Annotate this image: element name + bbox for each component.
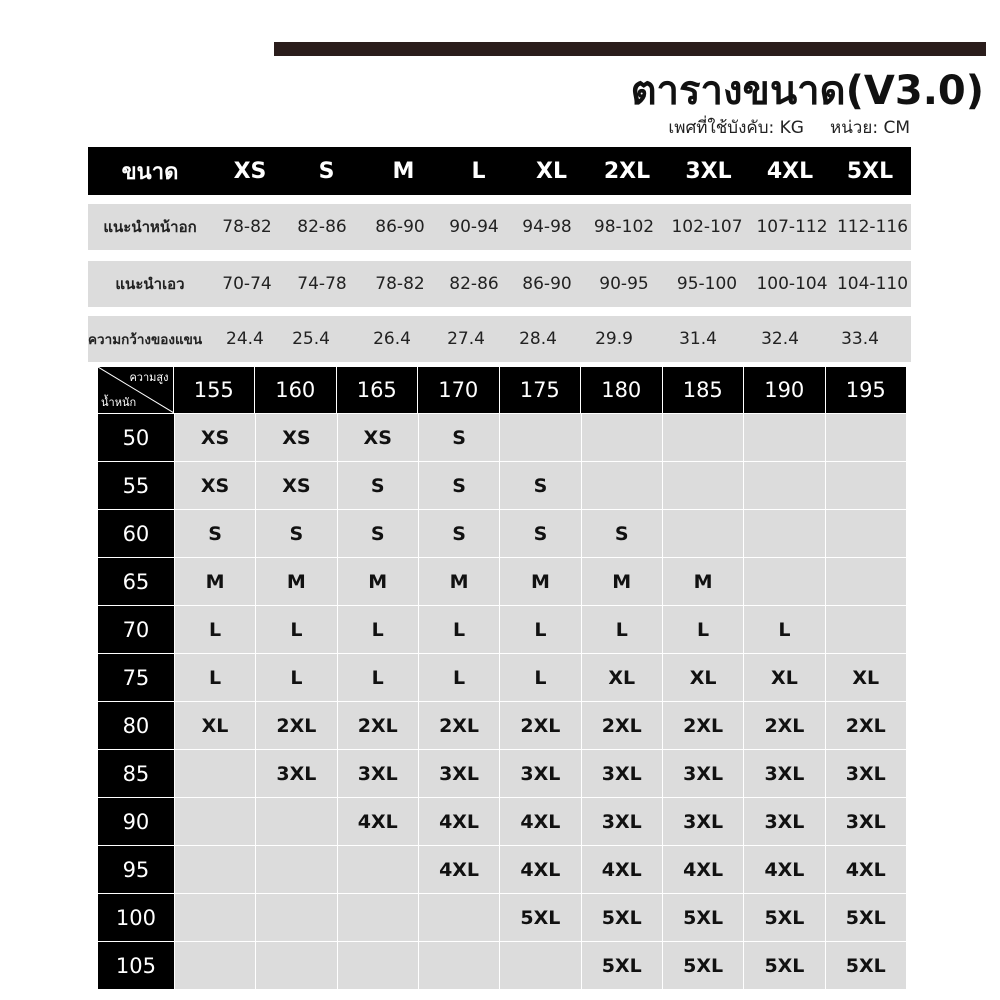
- size-cell: [662, 509, 743, 557]
- grid-row: [98, 653, 906, 701]
- size-cell: 5XL: [743, 941, 824, 989]
- grid-row: [98, 941, 906, 989]
- size-cell: XL: [825, 653, 906, 701]
- corner-height-label: ความสูง: [129, 371, 169, 384]
- subtitle: [668, 114, 910, 141]
- size-cell: 5XL: [662, 941, 743, 989]
- size-cell: [743, 557, 824, 605]
- size-cell: [174, 749, 255, 797]
- size-cell: XL: [662, 653, 743, 701]
- decorative-top-bar: [274, 42, 986, 56]
- size-cell: 3XL: [255, 749, 336, 797]
- grid-header-row: [98, 367, 906, 413]
- waist-row: [88, 261, 911, 307]
- size-cell: XL: [174, 701, 255, 749]
- weight-cell: 95: [98, 845, 174, 893]
- sleeve-value: 28.4: [519, 329, 557, 349]
- weight-cell: 90: [98, 797, 174, 845]
- height-header-cell: 170: [417, 367, 499, 413]
- height-header-cell: 190: [743, 367, 825, 413]
- chest-value: 102-107: [671, 217, 743, 237]
- size-cell: [255, 893, 336, 941]
- size-cell: 3XL: [499, 749, 580, 797]
- height-header-cells: [173, 367, 907, 413]
- grid-row: [98, 605, 906, 653]
- size-cell: L: [418, 653, 499, 701]
- size-cell: [743, 461, 824, 509]
- size-cell: [581, 461, 662, 509]
- grid-row: [98, 797, 906, 845]
- waist-label: แนะนำเอว: [115, 275, 185, 293]
- size-cell: [825, 461, 906, 509]
- size-cell: 4XL: [499, 797, 580, 845]
- size-cell: 3XL: [662, 749, 743, 797]
- size-cell: S: [418, 461, 499, 509]
- size-cell: 5XL: [743, 893, 824, 941]
- waist-value: 100-104: [756, 274, 828, 294]
- size-header-row: [88, 147, 911, 195]
- height-weight-grid: [98, 367, 906, 989]
- size-cell: [418, 893, 499, 941]
- size-cell: [174, 941, 255, 989]
- height-header-cell: 175: [499, 367, 581, 413]
- waist-value: 74-78: [297, 274, 347, 294]
- size-cell: 3XL: [581, 797, 662, 845]
- size-cell: M: [418, 557, 499, 605]
- size-cell: [418, 941, 499, 989]
- grid-row: [98, 893, 906, 941]
- chest-value: 98-102: [593, 217, 655, 237]
- waist-value: 90-95: [599, 274, 649, 294]
- size-cell: 4XL: [662, 845, 743, 893]
- grid-row: [98, 701, 906, 749]
- sleeve-row: [88, 316, 911, 362]
- size-header-cell: S: [318, 158, 335, 184]
- size-cell: XS: [255, 461, 336, 509]
- size-cell: 4XL: [499, 845, 580, 893]
- size-cell: S: [499, 461, 580, 509]
- size-cell: 3XL: [743, 749, 824, 797]
- sleeve-value: 29.9: [595, 329, 633, 349]
- height-header-cell: 160: [254, 367, 336, 413]
- weight-cell: 85: [98, 749, 174, 797]
- weight-cell: 100: [98, 893, 174, 941]
- grid-row: [98, 413, 906, 461]
- size-cell: 3XL: [418, 749, 499, 797]
- weight-cell: 70: [98, 605, 174, 653]
- page-title: ตารางขนาด(V3.0): [630, 68, 984, 114]
- chest-value: 78-82: [222, 217, 272, 237]
- chest-value: 94-98: [522, 217, 572, 237]
- size-cell: 2XL: [337, 701, 418, 749]
- size-cell: 3XL: [662, 797, 743, 845]
- sleeve-label: ความกว้างของแขน: [88, 332, 203, 348]
- size-cell: S: [418, 413, 499, 461]
- size-cell: 4XL: [581, 845, 662, 893]
- grid-row: [98, 749, 906, 797]
- size-cell: [174, 845, 255, 893]
- size-cell: 2XL: [825, 701, 906, 749]
- chest-label: แนะนำหน้าอก: [103, 218, 197, 236]
- size-cell: M: [337, 557, 418, 605]
- size-header-cell: XS: [233, 158, 267, 184]
- size-cell: [499, 413, 580, 461]
- size-cell: M: [662, 557, 743, 605]
- weight-cell: 80: [98, 701, 174, 749]
- size-cell: M: [581, 557, 662, 605]
- size-cell: [825, 605, 906, 653]
- size-cell: 5XL: [825, 893, 906, 941]
- sleeve-value: 31.4: [679, 329, 717, 349]
- chest-value: 112-116: [836, 217, 909, 237]
- gender-label: เพศที่ใช้บังคับ: KG: [668, 118, 804, 138]
- sleeve-value: 25.4: [292, 329, 330, 349]
- size-header-cell: 4XL: [766, 158, 814, 184]
- size-cell: 5XL: [581, 893, 662, 941]
- height-header-cell: 195: [825, 367, 907, 413]
- size-cell: S: [581, 509, 662, 557]
- size-cell: 2XL: [581, 701, 662, 749]
- grid-row: [98, 509, 906, 557]
- size-cell: 3XL: [743, 797, 824, 845]
- size-cell: [499, 941, 580, 989]
- size-cell: [825, 509, 906, 557]
- chest-value: 82-86: [297, 217, 347, 237]
- size-cell: 2XL: [255, 701, 336, 749]
- size-cell: XL: [581, 653, 662, 701]
- size-cell: L: [174, 605, 255, 653]
- size-cell: S: [255, 509, 336, 557]
- grid-row: [98, 461, 906, 509]
- size-cell: L: [499, 605, 580, 653]
- size-cell: 2XL: [743, 701, 824, 749]
- sleeve-value: 27.4: [447, 329, 485, 349]
- grid-corner-cell: [98, 367, 173, 413]
- size-cell: [255, 845, 336, 893]
- weight-cell: 60: [98, 509, 174, 557]
- size-cell: 5XL: [499, 893, 580, 941]
- size-cell: [662, 413, 743, 461]
- height-header-cell: 155: [173, 367, 255, 413]
- grid-row: [98, 845, 906, 893]
- size-cell: 5XL: [662, 893, 743, 941]
- size-cell: 4XL: [825, 845, 906, 893]
- size-cell: S: [337, 461, 418, 509]
- corner-weight-label: น้ำหนัก: [101, 396, 137, 409]
- size-header-cell: XL: [536, 158, 567, 184]
- size-cell: L: [174, 653, 255, 701]
- size-cell: [662, 461, 743, 509]
- size-cell: 5XL: [825, 941, 906, 989]
- size-cell: 4XL: [743, 845, 824, 893]
- unit-label: หน่วย: CM: [829, 118, 910, 138]
- size-cell: [174, 797, 255, 845]
- size-cell: XS: [255, 413, 336, 461]
- size-cell: XS: [174, 413, 255, 461]
- size-cell: XS: [174, 461, 255, 509]
- chest-row: [88, 204, 911, 250]
- size-cell: 4XL: [418, 845, 499, 893]
- size-header-label: ขนาด: [121, 159, 179, 185]
- waist-value: 86-90: [522, 274, 572, 294]
- size-cell: S: [174, 509, 255, 557]
- size-cell: [743, 509, 824, 557]
- size-cell: M: [174, 557, 255, 605]
- sleeve-value: 33.4: [841, 329, 879, 349]
- weight-cell: 65: [98, 557, 174, 605]
- size-cell: L: [337, 605, 418, 653]
- weight-cell: 55: [98, 461, 174, 509]
- size-cell: 2XL: [499, 701, 580, 749]
- size-cell: 2XL: [418, 701, 499, 749]
- size-cell: [337, 845, 418, 893]
- size-cell: 3XL: [825, 797, 906, 845]
- size-cell: XL: [743, 653, 824, 701]
- sleeve-value: 32.4: [761, 329, 799, 349]
- size-cell: S: [418, 509, 499, 557]
- size-cell: L: [255, 653, 336, 701]
- size-header-cell: M: [392, 158, 415, 184]
- height-header-cell: 180: [580, 367, 662, 413]
- size-cell: L: [255, 605, 336, 653]
- weight-cell: 75: [98, 653, 174, 701]
- waist-value: 95-100: [676, 274, 738, 294]
- size-cell: 3XL: [825, 749, 906, 797]
- size-cell: [255, 941, 336, 989]
- weight-cell: 50: [98, 413, 174, 461]
- size-cell: M: [255, 557, 336, 605]
- size-cell: L: [743, 605, 824, 653]
- size-cell: [174, 893, 255, 941]
- grid-row: [98, 557, 906, 605]
- size-cell: 5XL: [581, 941, 662, 989]
- size-cell: L: [337, 653, 418, 701]
- size-cell: S: [499, 509, 580, 557]
- size-cell: M: [499, 557, 580, 605]
- size-cell: 4XL: [337, 797, 418, 845]
- size-header-cell: 5XL: [846, 158, 894, 184]
- size-cell: [581, 413, 662, 461]
- size-cell: [337, 893, 418, 941]
- size-cell: L: [418, 605, 499, 653]
- size-cell: L: [581, 605, 662, 653]
- sleeve-value: 24.4: [226, 329, 264, 349]
- waist-value: 70-74: [222, 274, 272, 294]
- weight-cell: 105: [98, 941, 174, 989]
- sleeve-value: 26.4: [373, 329, 411, 349]
- size-cell: [825, 413, 906, 461]
- chest-value: 90-94: [449, 217, 499, 237]
- size-cell: [825, 557, 906, 605]
- size-cell: S: [337, 509, 418, 557]
- height-header-cell: 165: [336, 367, 418, 413]
- chest-value: 107-112: [756, 217, 828, 237]
- size-header-cell: L: [471, 158, 486, 184]
- size-cell: L: [499, 653, 580, 701]
- size-cell: [255, 797, 336, 845]
- size-cell: L: [662, 605, 743, 653]
- waist-value: 78-82: [375, 274, 425, 294]
- size-cell: [337, 941, 418, 989]
- size-cell: [743, 413, 824, 461]
- waist-value: 82-86: [449, 274, 499, 294]
- chest-value: 86-90: [375, 217, 425, 237]
- size-header-cell: 2XL: [603, 158, 651, 184]
- grid-body: [98, 413, 906, 989]
- size-cell: 4XL: [418, 797, 499, 845]
- size-cell: XS: [337, 413, 418, 461]
- waist-value: 104-110: [836, 274, 909, 294]
- height-header-cell: 185: [662, 367, 744, 413]
- size-header-cell: 3XL: [685, 158, 732, 184]
- size-cell: 3XL: [337, 749, 418, 797]
- size-cell: 2XL: [662, 701, 743, 749]
- size-cell: 3XL: [581, 749, 662, 797]
